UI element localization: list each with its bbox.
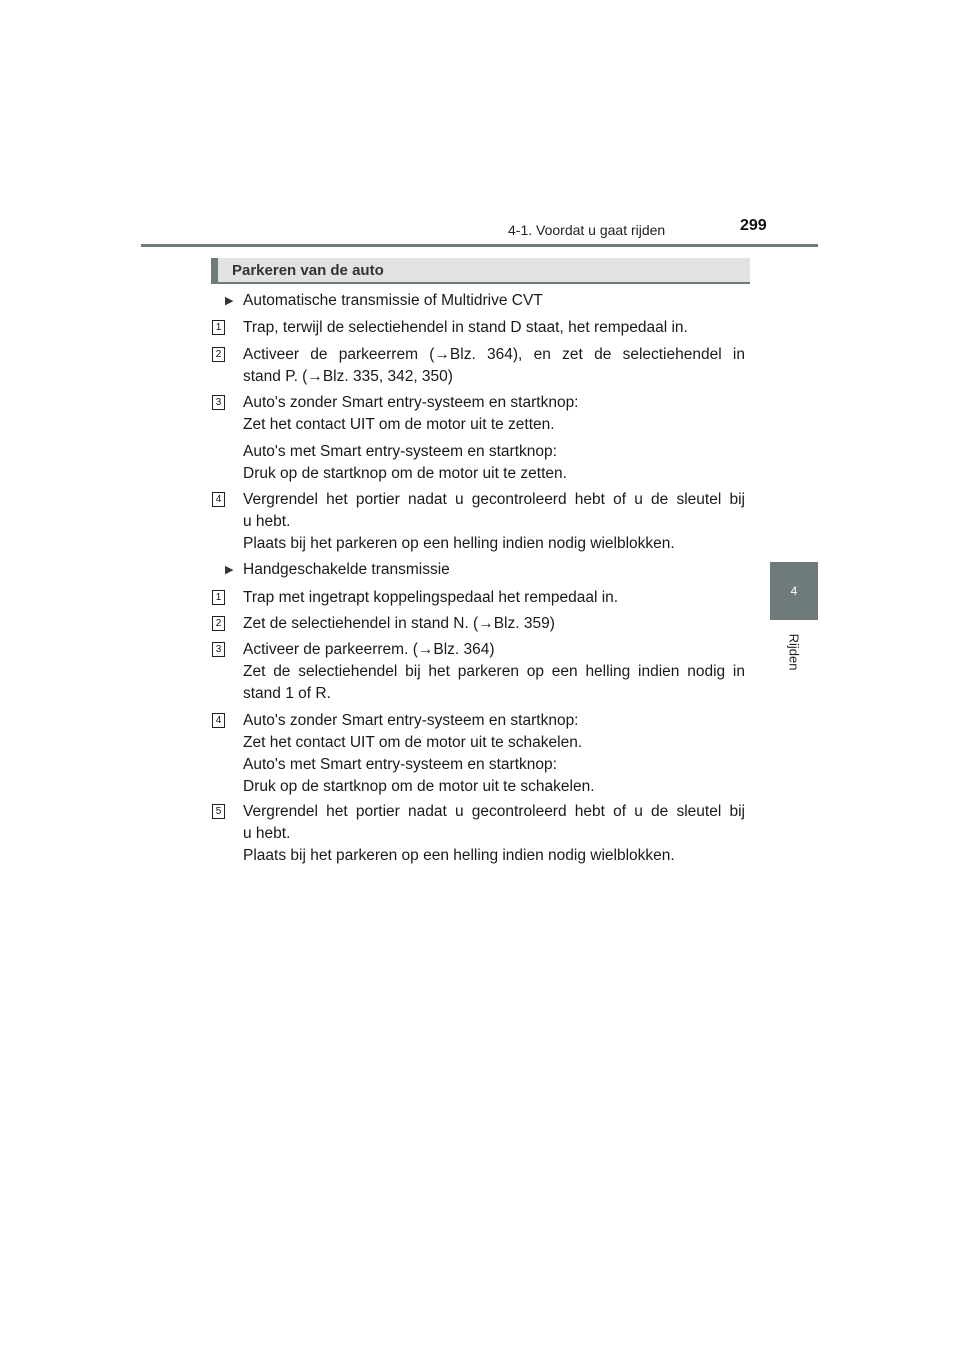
- page-number: 299: [740, 217, 767, 234]
- header-divider: [141, 244, 818, 247]
- step-number: 3: [212, 395, 225, 410]
- step-text: Druk op de startknop om de motor uit te schakelen.: [243, 778, 595, 795]
- step-number: 3: [212, 642, 225, 657]
- subsection-title-automatic: Automatische transmissie of Multidrive CVT: [243, 292, 543, 309]
- step-text: Trap, terwijl de selectiehendel in stand D staat, het rempedaal in.: [243, 319, 688, 336]
- section-heading-bar: [211, 258, 750, 284]
- chapter-tab: [770, 562, 818, 620]
- step-text: Vergrendel het portier nadat u gecontroleerd hebt of u de sleutel bij: [243, 491, 745, 508]
- step-number: 1: [212, 590, 225, 605]
- step-text: Auto's zonder Smart entry-systeem en startknop:: [243, 394, 579, 411]
- step-number: 4: [212, 492, 225, 507]
- step-text: Zet de selectiehendel bij het parkeren op een helling indien nodig in: [243, 663, 745, 680]
- step-number: 4: [212, 713, 225, 728]
- step-text: Zet het contact UIT om de motor uit te schakelen.: [243, 734, 583, 751]
- chapter-title: Rijden: [786, 633, 802, 671]
- step-text: Zet de selectiehendel in stand N. (→Blz. 359): [243, 615, 555, 632]
- step-text: Auto's zonder Smart entry-systeem en startknop:: [243, 712, 579, 729]
- step-text: Auto's met Smart entry-systeem en startknop:: [243, 756, 557, 773]
- step-number: 1: [212, 320, 225, 335]
- step-text: Vergrendel het portier nadat u gecontroleerd hebt of u de sleutel bij: [243, 803, 745, 820]
- chapter-number: 4: [790, 584, 798, 598]
- step-text: Plaats bij het parkeren op een helling indien nodig wielblokken.: [243, 847, 675, 864]
- step-text: stand 1 of R.: [243, 685, 331, 702]
- section-title: Parkeren van de auto: [232, 262, 384, 279]
- step-text: stand P. (→Blz. 335, 342, 350): [243, 368, 453, 385]
- triangle-right-icon: ▶: [225, 564, 234, 576]
- step-number: 5: [212, 804, 225, 819]
- running-header-section: 4-1. Voordat u gaat rijden: [508, 222, 666, 238]
- step-text: u hebt.: [243, 825, 291, 842]
- subsection-title-manual: Handgeschakelde transmissie: [243, 561, 450, 578]
- step-text: u hebt.: [243, 513, 291, 530]
- step-text: Zet het contact UIT om de motor uit te zetten.: [243, 416, 555, 433]
- step-text: Druk op de startknop om de motor uit te zetten.: [243, 465, 567, 482]
- step-text: Plaats bij het parkeren op een helling indien nodig wielblokken.: [243, 535, 675, 552]
- step-text: Activeer de parkeerrem (→Blz. 364), en zet de selectiehendel in: [243, 346, 745, 363]
- step-number: 2: [212, 616, 225, 631]
- step-text: Activeer de parkeerrem. (→Blz. 364): [243, 641, 495, 658]
- step-text: Auto's met Smart entry-systeem en startknop:: [243, 443, 557, 460]
- step-text: Trap met ingetrapt koppelingspedaal het rempedaal in.: [243, 589, 619, 606]
- triangle-right-icon: ▶: [225, 295, 234, 307]
- step-number: 2: [212, 347, 225, 362]
